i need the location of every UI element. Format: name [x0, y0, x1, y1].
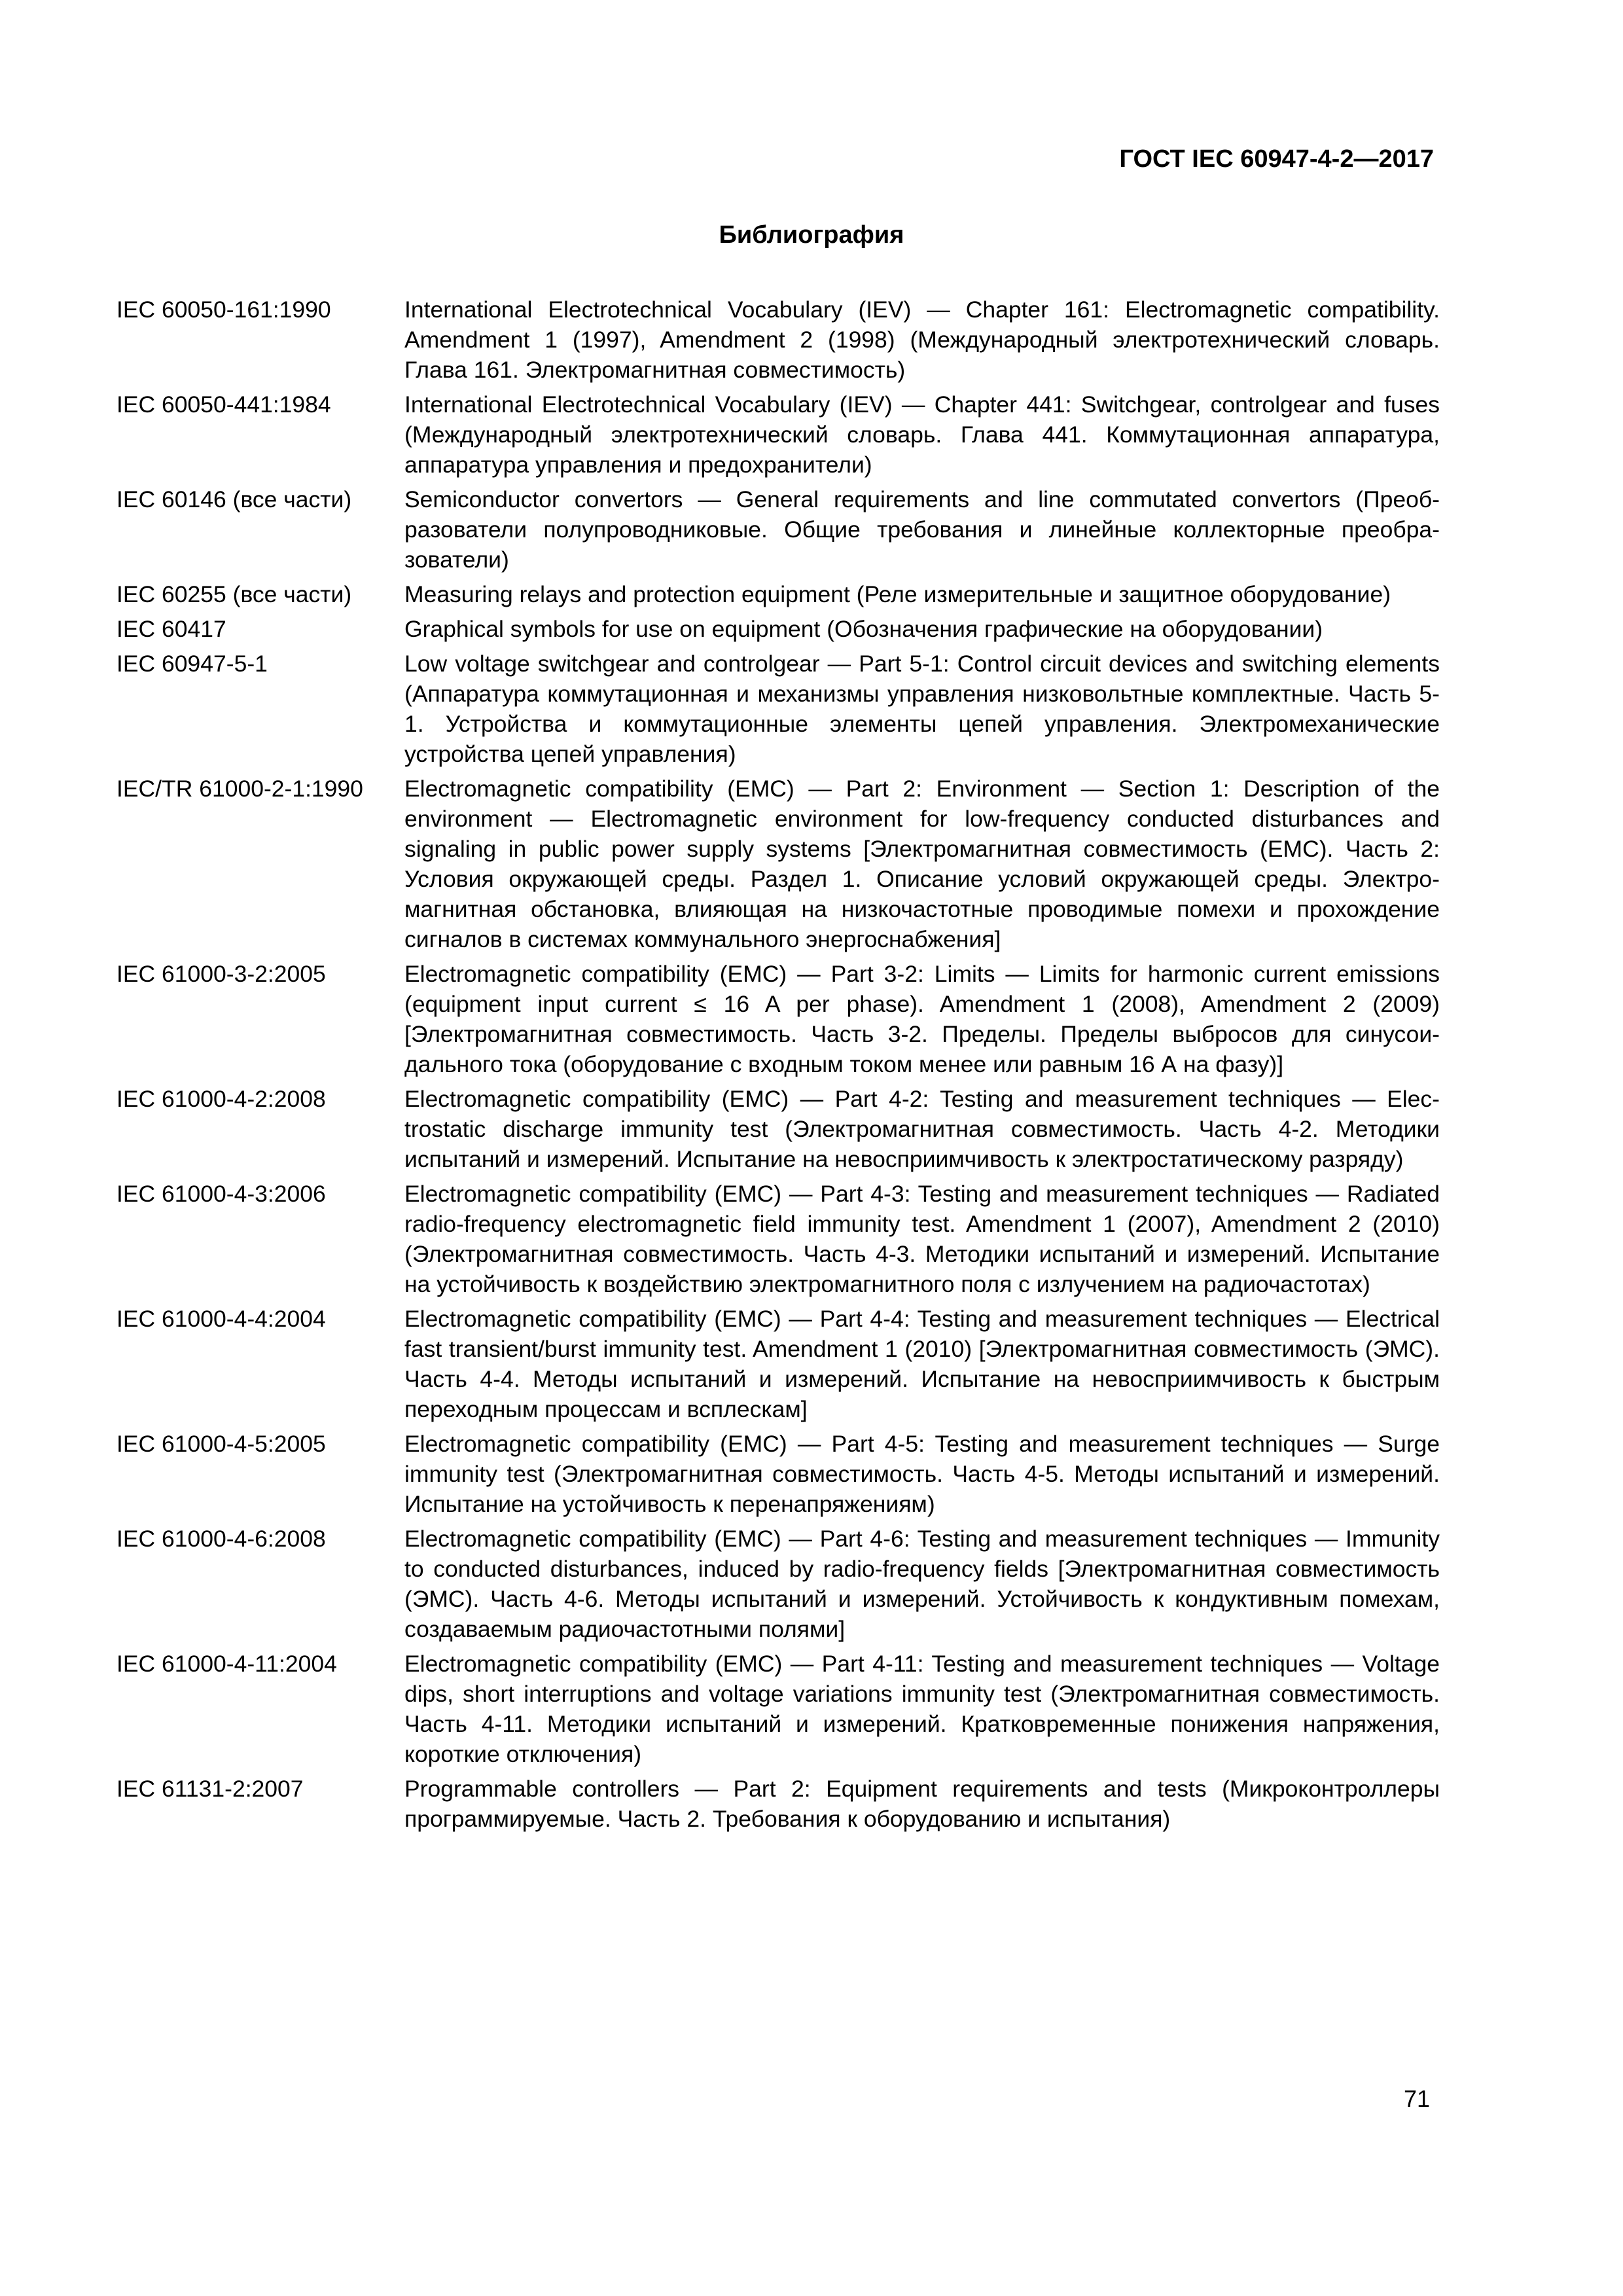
entry-description: Electromagnetic compatibility (EMC) — Part 4-3: Testing and measurement techniques — Radiated radio-frequency electromagnetic field immunity test. Amendment 1 (2007), Amendment 2 (2010) (Электромагнитная совместимость. Часть 4-3. Методики испытаний и измерений. Испытание на устойчивость к воздействию электромагнитного поля с излучением на радиочастотах): [404, 1181, 1440, 1297]
entry-description: Electromagnetic compatibility (EMC) — Part 3-2: Limits — Limits for harmonic current emissions (equipment input current ≤ 16 A per phase). Amendment 1 (2008), Amendment 2 (2009) [Электромагнитная совместимость. Часть 3-2. Пределы. Пределы выбросов для синусоидального тока (оборудование с входным током менее или равным 16 А на фазу)]: [404, 961, 1440, 1077]
page-title: Библиография: [719, 221, 904, 249]
document-code: ГОСТ IEC 60947-4-2—2017: [1119, 145, 1434, 173]
entry-reference: IEC 60947-5-1: [116, 651, 268, 677]
entry-description: Electromagnetic compatibility (EMC) — Part 4-6: Testing and measurement techniques — Immunity to conducted disturbances, induced by radio-frequency fields [Электромагнитная совместимость (ЭМС). Часть 4-6. Методы испытаний и измерений. Устойчивость к кондуктивным помехам, создаваемым радиочастотными полями]: [404, 1526, 1440, 1642]
entry-description: Electromagnetic compatibility (EMC) — Part 4-4: Testing and measurement techniques — Electrical fast transient/burst immunity test. Amendment 1 (2010) [Электромагнитная совместимость (ЭМС). Часть 4-4. Методы испытаний и измерений. Испытание на невосприимчивость к быстрым переходным процессам и всплескам]: [404, 1306, 1440, 1422]
bibliography-entry: [116, 959, 1440, 1079]
entry-description: Electromagnetic compatibility (EMC) — Part 4-2: Testing and measurement techniques — Electrostatic discharge immunity test (Электромагнитная совместимость. Часть 4-2. Методики испытаний и измерений. Испытание на невосприимчивость к электростатическому разряду): [404, 1086, 1440, 1172]
bibliography-entry: [116, 1429, 1440, 1519]
entry-reference: IEC 61000-4-3:2006: [116, 1181, 326, 1207]
entry-description: Electromagnetic compatibility (EMC) — Part 4-5: Testing and measurement techniques — Surge immunity test (Электромагнитная совместимость. Часть 4-5. Методы испытаний и измерений. Испытание на устойчивость к перенапряжениям): [404, 1431, 1440, 1517]
entry-reference: IEC 60146 (все части): [116, 486, 352, 512]
bibliography-entry: [116, 1524, 1440, 1644]
bibliography-entry: [116, 1304, 1440, 1424]
entry-description: Graphical symbols for use on equipment (Обозначения графические на оборудовании): [404, 616, 1323, 642]
entry-reference: IEC/TR 61000-2-1:1990: [116, 776, 363, 802]
page-number: 71: [1403, 2085, 1430, 2112]
entry-reference: IEC 61000-4-2:2008: [116, 1086, 326, 1112]
entry-description: International Electrotechnical Vocabulary (IEV) — Chapter 161: Electromagnetic compatibility. Amendment 1 (1997), Amendment 2 (1998) (Международный электротехнический словарь. Глава 161. Электромагнитная совместимость): [404, 296, 1440, 383]
entry-description: Electromagnetic compatibility (EMC) — Part 2: Environment — Section 1: Description of the environment — Electromagnetic environment for low-frequency conducted disturbances and signaling in public power supply systems [Электромагнитная совместимость (ЕМС). Часть 2: Условия окружающей среды. Раздел 1. Описание условий окружающей среды. Электромагнитная обстановка, влияющая на низкочастотные проводимые помехи и прохождение сигналов в системах коммунального энергоснабжения]: [404, 776, 1440, 952]
entry-description: International Electrotechnical Vocabulary (IEV) — Chapter 441: Switchgear, controlgear and fuses (Международный электротехнический словарь. Глава 441. Коммутационная аппаратура, аппаратура управления и предохранители): [404, 391, 1440, 478]
bibliography-entry: [116, 389, 1440, 480]
entry-reference: IEC 60050-161:1990: [116, 296, 331, 323]
entry-reference: IEC 61000-3-2:2005: [116, 961, 326, 987]
entry-description: Low voltage switchgear and controlgear — Part 5-1: Control circuit devices and switching elements (Аппаратура коммутационная и механизмы управления низковольтные комплектные. Часть 5-1. Устройства и коммутационные элементы цепей управления. Электромеханические устройства цепей управления): [404, 651, 1440, 767]
entry-description: Semiconductor convertors — General requirements and line commutated convertors (Преобразователи полупроводниковые. Общие требования и линейные коллекторные преобразователи): [404, 486, 1440, 573]
entry-description: Measuring relays and protection equipment (Реле измерительные и защитное оборудование): [404, 581, 1391, 607]
entry-reference: IEC 61000-4-4:2004: [116, 1306, 326, 1332]
entry-reference: IEC 61131-2:2007: [116, 1776, 304, 1802]
entry-description: Programmable controllers — Part 2: Equipment requirements and tests (Микроконтроллеры программируемые. Часть 2. Требования к оборудованию и испытания): [404, 1776, 1440, 1832]
entry-reference: IEC 61000-4-5:2005: [116, 1431, 326, 1457]
bibliography-entry: [116, 1179, 1440, 1299]
entry-reference: IEC 60050-441:1984: [116, 391, 331, 418]
bibliography-entry: [116, 1649, 1440, 1769]
bibliography-entry: [116, 1774, 1440, 1834]
bibliography-entry: [116, 1084, 1440, 1174]
entry-reference: IEC 60417: [116, 616, 226, 642]
entry-reference: IEC 61000-4-11:2004: [116, 1651, 337, 1677]
bibliography-entry: [116, 484, 1440, 575]
bibliography-entry: [116, 774, 1440, 954]
entry-reference: IEC 61000-4-6:2008: [116, 1526, 326, 1552]
bibliography-entry: [116, 295, 1440, 385]
entry-reference: IEC 60255 (все части): [116, 581, 352, 607]
entry-description: Electromagnetic compatibility (EMC) — Part 4-11: Testing and measurement techniques — Voltage dips, short interruptions and voltage variations immunity test (Электромагнитная совместимость. Часть 4-11. Методики испытаний и измерений. Кратковременные понижения напряжения, короткие отключения): [404, 1651, 1440, 1767]
bibliography-entry: [116, 614, 1440, 644]
bibliography-entry: [116, 579, 1440, 609]
bibliography-list: [116, 295, 1440, 1839]
bibliography-entry: [116, 649, 1440, 769]
